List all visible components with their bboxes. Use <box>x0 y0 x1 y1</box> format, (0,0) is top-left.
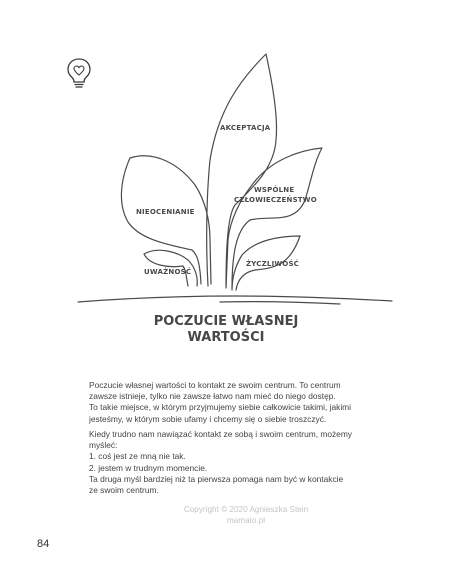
body-paragraph-1 <box>89 380 379 425</box>
label-uwaznosc: UWAŻNOŚĆ <box>144 268 192 276</box>
paragraph-line: zawsze istnieje, tylko nie zawsze łatwo nam mieć do niego dostęp. <box>89 391 336 402</box>
label-nieocenianie: NIEOCENIANIE <box>136 208 195 216</box>
page-title-line-1: POCZUCIE WŁASNEJ <box>153 314 299 329</box>
paragraph-line: To takie miejsce, w którym przyjmujemy siebie całkowicie takimi, jakimi <box>89 402 352 413</box>
ground-line <box>78 296 392 302</box>
paragraph-line: jesteśmy, w którym sobie ufamy i chcemy się o siebie troszczyć. <box>89 413 327 424</box>
label-wspolne: WSPÓLNE <box>254 186 295 194</box>
paragraph-line: myśleć: <box>89 440 118 451</box>
ground-line-base <box>220 302 340 304</box>
list-item: 2. jestem w trudnym momencie. <box>89 462 208 473</box>
plant-illustration <box>70 40 400 320</box>
page-title-line-2: WARTOŚCI <box>187 330 265 345</box>
label-akceptacja: AKCEPTACJA <box>220 124 271 132</box>
paragraph-line: Poczucie własnej wartości to kontakt ze swoim centrum. To centrum <box>89 380 341 390</box>
page-number: 84 <box>37 538 50 550</box>
copyright-watermark: Copyright © 2020 Agnieszka Stein <box>183 505 309 514</box>
website-watermark: mamato.pl <box>226 516 266 525</box>
list-item: 1. coś jest ze mną nie tak. <box>89 451 186 462</box>
paragraph-line: Ta druga myśl bardziej niż ta pierwsza pomaga nam być w kontakcie <box>89 473 344 484</box>
paragraph-line: Kiedy trudno nam nawiązać kontakt ze sobą i swoim centrum, możemy <box>89 429 352 439</box>
leaf-nieocenianie <box>121 156 211 284</box>
label-zyczliwosc: ŻYCZLIWOŚĆ <box>246 260 300 268</box>
body-paragraph-2 <box>89 429 379 496</box>
label-czlowieczenstwo: CZŁOWIECZEŃSTWO <box>234 196 317 204</box>
paragraph-line: ze swoim centrum. <box>89 485 159 496</box>
